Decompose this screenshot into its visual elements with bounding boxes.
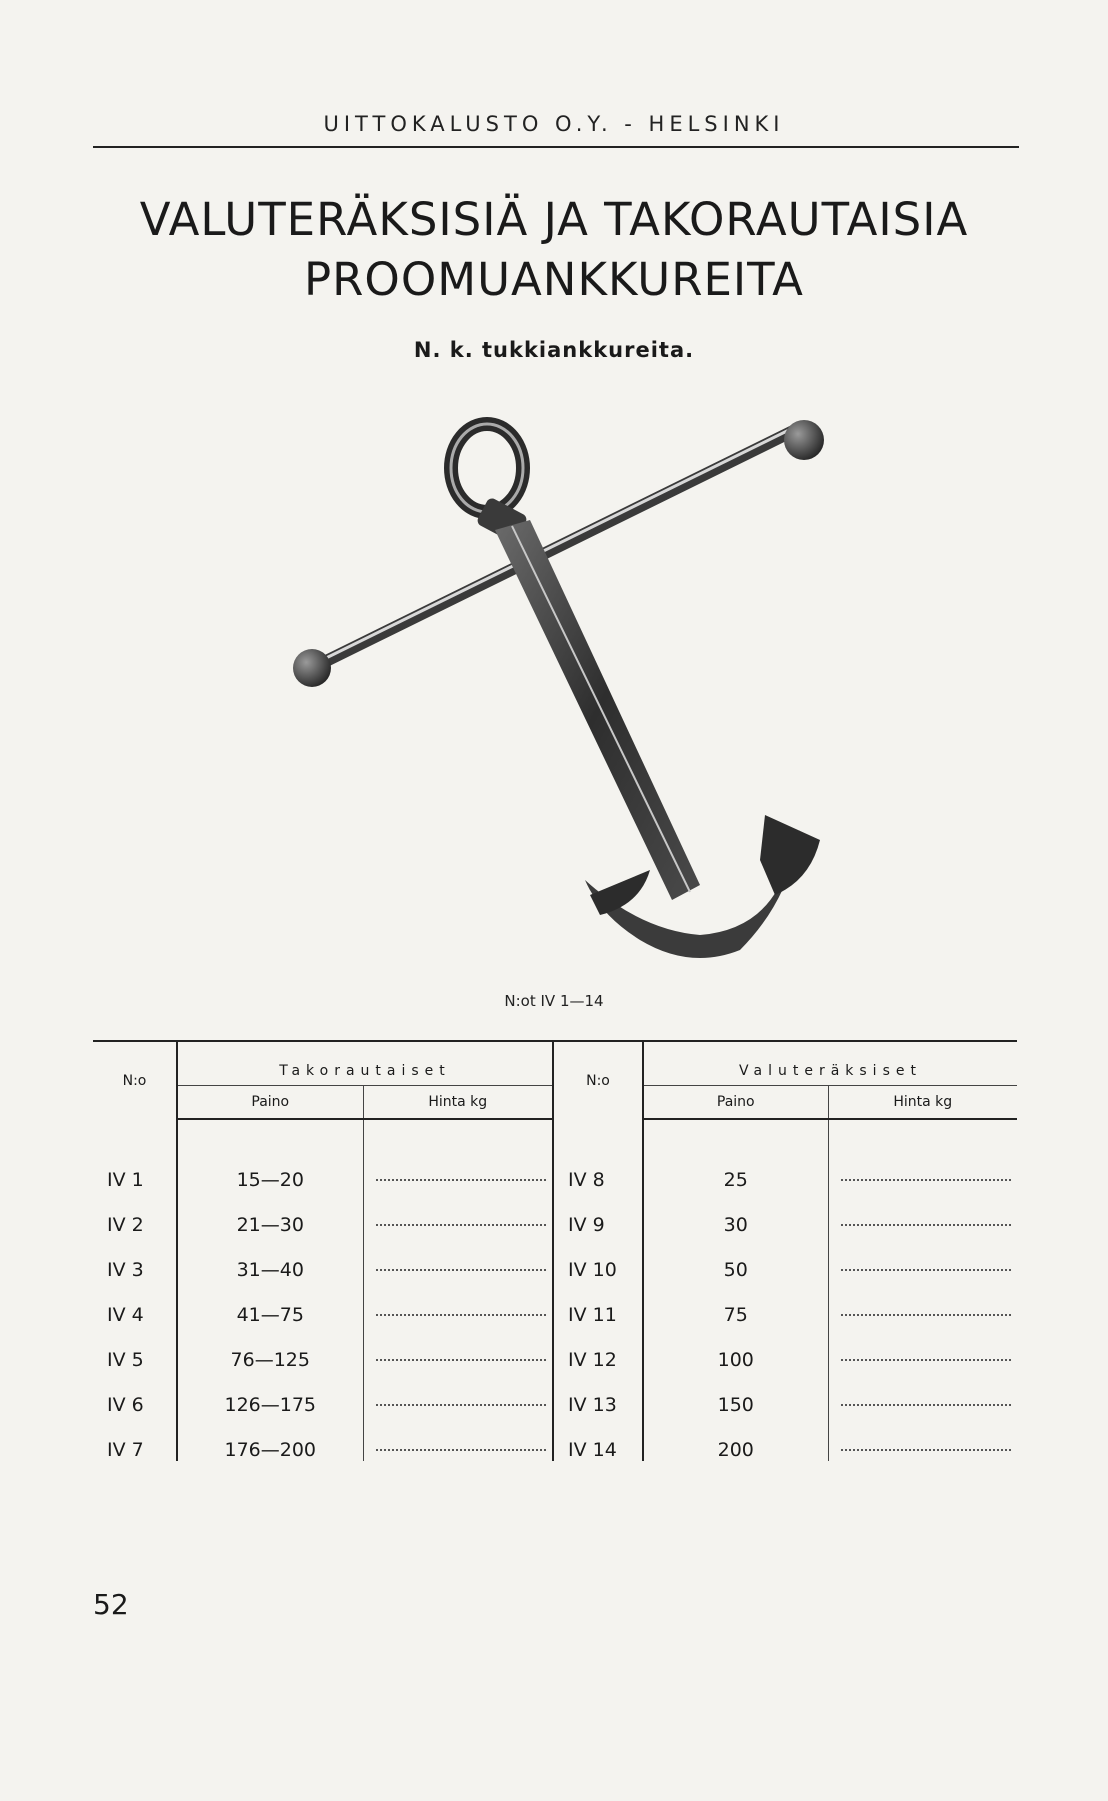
row-no-right: IV 14: [553, 1416, 643, 1461]
row-no-right: IV 10: [553, 1236, 643, 1281]
anchor-fluke-right: [760, 815, 820, 895]
row-paino-left: 41—75: [177, 1281, 363, 1326]
table-row: [93, 1371, 1017, 1416]
row-hinta-left: [363, 1191, 553, 1236]
table-row: [93, 1326, 1017, 1371]
table-spacer: [93, 1119, 1017, 1146]
table-row: [93, 1281, 1017, 1326]
row-paino-right: 50: [643, 1236, 828, 1281]
row-no-left: IV 7: [107, 1439, 144, 1461]
group-header-valuterasksiset: Valuteräksiset: [643, 1041, 1017, 1086]
col-header-paino-right: Paino: [643, 1086, 828, 1120]
col-header-paino-left: Paino: [177, 1086, 363, 1120]
row-paino-right: 30: [643, 1191, 828, 1236]
row-no-left: IV 2: [107, 1214, 144, 1236]
row-no-left: IV 3: [107, 1259, 144, 1281]
row-hinta-right: [828, 1236, 1017, 1281]
row-hinta-right: [828, 1191, 1017, 1236]
row-no-right: IV 9: [553, 1191, 643, 1236]
row-hinta-left: [363, 1281, 553, 1326]
anchor-shank: [495, 520, 700, 900]
col-header-hinta-left: Hinta kg: [363, 1086, 553, 1120]
col-header-no-left: N:o: [93, 1041, 177, 1119]
row-no-left: IV 5: [107, 1349, 144, 1371]
row-paino-left: 126—175: [177, 1371, 363, 1416]
group-header-takorautaiset: Takorautaiset: [177, 1041, 553, 1086]
col-header-hinta-right: Hinta kg: [828, 1086, 1017, 1120]
row-hinta-right: [828, 1146, 1017, 1191]
row-paino-right: 25: [643, 1146, 828, 1191]
row-hinta-left: [363, 1416, 553, 1461]
row-hinta-left: [363, 1236, 553, 1281]
row-hinta-right: [828, 1281, 1017, 1326]
row-hinta-left: [363, 1326, 553, 1371]
table-row: [93, 1236, 1017, 1281]
row-no-right: IV 13: [553, 1371, 643, 1416]
table-row: [93, 1191, 1017, 1236]
stock-ball-left: [293, 649, 331, 687]
row-hinta-left: [363, 1146, 553, 1191]
row-hinta-right: [828, 1416, 1017, 1461]
anchor-illustration: [280, 400, 840, 980]
row-paino-left: 21—30: [177, 1191, 363, 1236]
stock-ball-right: [784, 420, 824, 460]
title-line-2: PROOMUANKKUREITA: [304, 253, 804, 306]
row-hinta-left: [363, 1371, 553, 1416]
row-no-left: IV 1: [107, 1169, 144, 1191]
company-header: UITTOKALUSTO O.Y. - HELSINKI: [323, 112, 785, 136]
page-subtitle: N. k. tukkiankkureita.: [413, 338, 695, 362]
price-table: [93, 1040, 1017, 1461]
row-paino-right: 150: [643, 1371, 828, 1416]
row-paino-left: 76—125: [177, 1326, 363, 1371]
row-paino-left: 31—40: [177, 1236, 363, 1281]
row-paino-left: 15—20: [177, 1146, 363, 1191]
page-number: 52: [93, 1588, 129, 1621]
row-no-right: IV 11: [553, 1281, 643, 1326]
row-no-right: IV 12: [553, 1326, 643, 1371]
row-paino-right: 100: [643, 1326, 828, 1371]
row-no-right: IV 8: [553, 1146, 643, 1191]
row-hinta-right: [828, 1371, 1017, 1416]
col-header-no-right: N:o: [553, 1041, 643, 1119]
header-rule: [93, 146, 1019, 148]
table-row: [93, 1146, 1017, 1191]
row-paino-left: 176—200: [177, 1416, 363, 1461]
figure-caption: N:ot IV 1—14: [504, 992, 604, 1010]
title-line-1: VALUTERÄKSISIÄ JA TAKORAUTAISIA: [139, 193, 969, 246]
table-row: [93, 1416, 1017, 1461]
row-hinta-right: [828, 1326, 1017, 1371]
row-paino-right: 75: [643, 1281, 828, 1326]
page-title: [0, 190, 1108, 310]
row-no-left: IV 6: [107, 1394, 144, 1416]
row-no-left: IV 4: [107, 1304, 144, 1326]
row-paino-right: 200: [643, 1416, 828, 1461]
